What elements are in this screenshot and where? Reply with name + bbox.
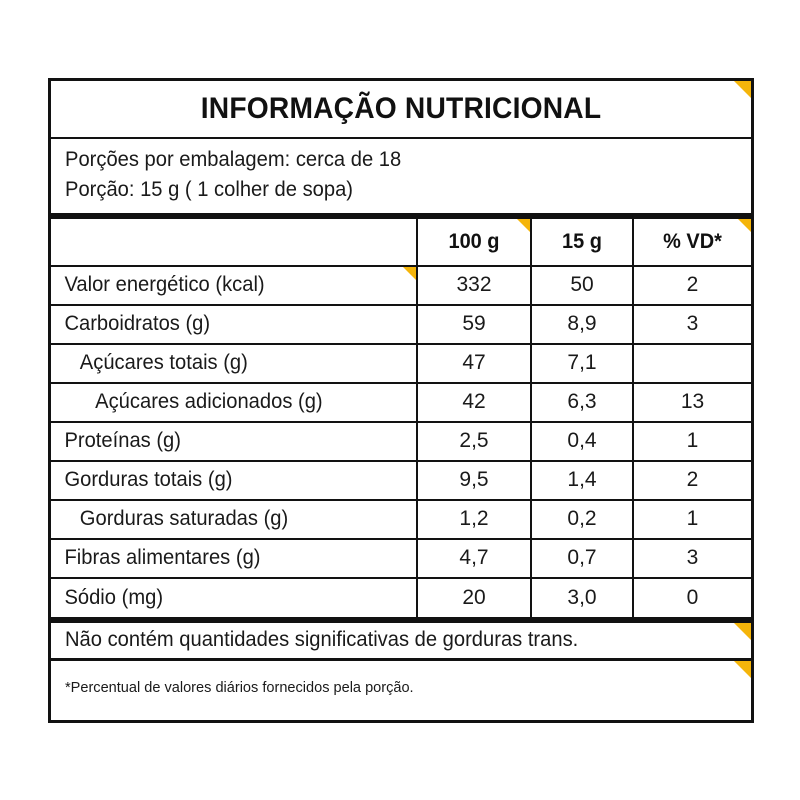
nutrient-name-cell — [51, 383, 417, 422]
value-per-serving-cell — [531, 305, 633, 344]
value-per-100g-cell — [417, 305, 531, 344]
column-header-per-100g — [417, 219, 531, 266]
value-per-serving: 1,4 — [567, 468, 597, 492]
column-header-percent-vd — [633, 219, 751, 266]
nutrient-name-cell — [51, 422, 417, 461]
table-row — [51, 500, 751, 539]
table-row — [51, 383, 751, 422]
servings-per-package-text: Porções por embalagem: cerca de 18 — [65, 148, 402, 171]
value-per-serving: 7,1 — [567, 351, 597, 375]
registration-mark-icon — [734, 81, 751, 98]
value-per-100g-cell — [417, 500, 531, 539]
table-header-row — [51, 219, 751, 266]
value-per-100g-cell — [417, 383, 531, 422]
nutrient-name: Açúcares totais (g) — [79, 351, 248, 375]
footnote-text: *Percentual de valores diários fornecidos pela porção. — [65, 678, 414, 696]
nutrient-name-cell — [51, 461, 417, 500]
value-percent-vd: 3 — [686, 312, 699, 336]
nutrient-name: Açúcares adicionados (g) — [95, 390, 323, 414]
value-percent-vd-cell — [633, 344, 751, 383]
table-row — [51, 344, 751, 383]
nutrient-name: Fibras alimentares (g) — [64, 546, 261, 570]
value-per-100g: 42 — [462, 390, 486, 414]
nutrition-facts-label — [48, 78, 754, 723]
page-title: INFORMAÇÃO NUTRICIONAL — [200, 92, 602, 125]
value-per-serving-cell — [531, 266, 633, 305]
column-header-per-serving-label: 15 g — [562, 229, 602, 253]
value-percent-vd: 13 — [680, 390, 705, 414]
value-per-100g: 4,7 — [459, 546, 489, 570]
value-per-100g: 332 — [456, 273, 492, 297]
value-per-100g-cell — [417, 461, 531, 500]
value-per-100g: 1,2 — [459, 507, 489, 531]
value-percent-vd-cell — [633, 422, 751, 461]
registration-mark-icon — [403, 267, 416, 280]
value-per-100g-cell — [417, 344, 531, 383]
column-header-nutrient — [51, 219, 417, 266]
value-percent-vd: 2 — [686, 273, 699, 297]
value-per-serving-cell — [531, 422, 633, 461]
column-header-percent-vd-label: % VD* — [663, 229, 722, 253]
servings-info-block — [51, 139, 751, 219]
value-per-serving: 8,9 — [567, 312, 597, 336]
table-row — [51, 539, 751, 578]
value-per-100g: 20 — [462, 585, 486, 609]
serving-size-text: Porção: 15 g ( 1 colher de sopa) — [65, 177, 354, 201]
value-per-serving-cell — [531, 500, 633, 539]
table-row — [51, 578, 751, 617]
value-per-serving: 0,4 — [567, 429, 597, 453]
nutrient-name-cell — [51, 539, 417, 578]
value-per-serving-cell — [531, 461, 633, 500]
value-percent-vd: 0 — [686, 585, 699, 609]
value-percent-vd: 2 — [686, 468, 699, 492]
nutrient-name-cell — [51, 266, 417, 305]
nutrient-name-cell — [51, 500, 417, 539]
value-percent-vd-cell — [633, 539, 751, 578]
footnote-block — [51, 661, 751, 714]
value-percent-vd-cell — [633, 305, 751, 344]
nutrient-name: Proteínas (g) — [64, 429, 181, 453]
table-row — [51, 422, 751, 461]
value-percent-vd-cell — [633, 383, 751, 422]
value-per-serving: 0,2 — [567, 507, 597, 531]
value-per-serving: 3,0 — [567, 585, 597, 609]
column-header-per-100g-label: 100 g — [448, 229, 500, 253]
value-per-100g: 59 — [462, 312, 486, 336]
nutrient-name: Gorduras totais (g) — [64, 468, 233, 492]
value-per-serving-cell — [531, 344, 633, 383]
nutrient-name-cell — [51, 344, 417, 383]
value-per-100g: 2,5 — [459, 429, 489, 453]
value-per-100g: 47 — [462, 351, 486, 375]
nutrition-table — [51, 219, 751, 617]
nutrient-name: Sódio (mg) — [64, 585, 164, 609]
column-header-per-serving — [531, 219, 633, 266]
value-per-serving: 6,3 — [567, 390, 597, 414]
table-row — [51, 266, 751, 305]
table-row — [51, 305, 751, 344]
registration-mark-icon — [734, 661, 751, 678]
nutrient-name-cell — [51, 578, 417, 617]
value-per-serving: 50 — [570, 273, 594, 297]
trans-fat-note — [51, 617, 751, 661]
value-per-serving-cell — [531, 383, 633, 422]
value-percent-vd-cell — [633, 266, 751, 305]
value-per-100g-cell — [417, 422, 531, 461]
value-percent-vd: 1 — [686, 507, 699, 531]
value-percent-vd: 3 — [686, 546, 699, 570]
nutrient-name-cell — [51, 305, 417, 344]
value-per-100g: 9,5 — [459, 468, 489, 492]
value-per-100g-cell — [417, 539, 531, 578]
nutrient-name: Valor energético (kcal) — [64, 273, 265, 297]
trans-fat-note-text: Não contém quantidades significativas de gorduras trans. — [65, 627, 579, 651]
registration-mark-icon — [734, 623, 751, 640]
value-per-serving-cell — [531, 539, 633, 578]
value-per-100g-cell — [417, 266, 531, 305]
table-row — [51, 461, 751, 500]
value-per-serving-cell — [531, 578, 633, 617]
value-per-100g-cell — [417, 578, 531, 617]
label-title-band — [51, 81, 751, 139]
value-percent-vd-cell — [633, 500, 751, 539]
value-per-serving: 0,7 — [567, 546, 597, 570]
nutrient-name: Carboidratos (g) — [64, 312, 211, 336]
value-percent-vd: 1 — [686, 429, 699, 453]
nutrient-name: Gorduras saturadas (g) — [79, 507, 289, 531]
value-percent-vd-cell — [633, 461, 751, 500]
value-percent-vd-cell — [633, 578, 751, 617]
nutrition-table-body — [51, 266, 751, 617]
